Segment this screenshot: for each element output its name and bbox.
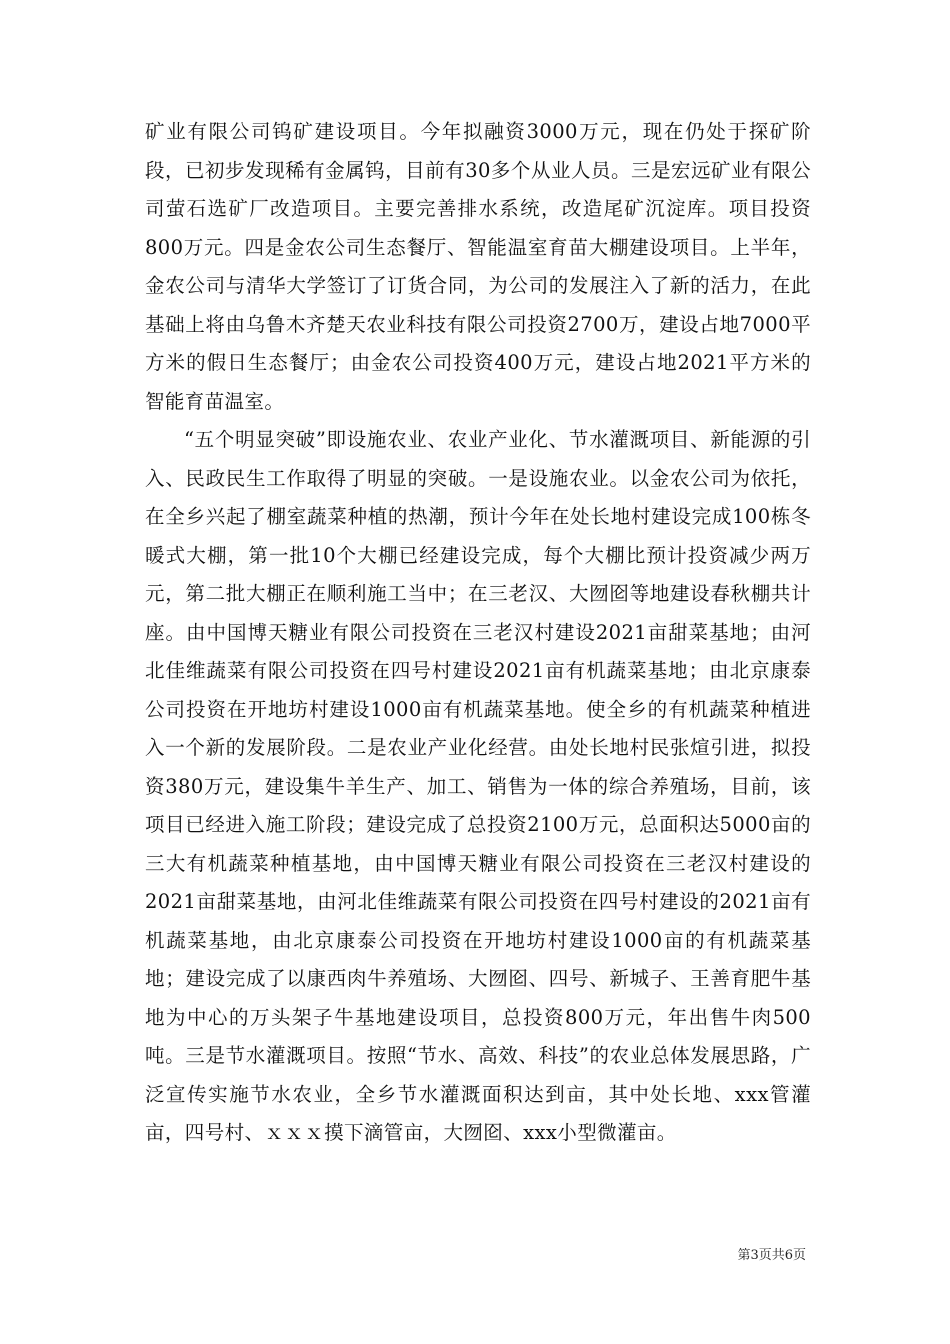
page-number: 第3页共6页: [737, 1248, 806, 1263]
paragraph-mining-projects: 矿业有限公司钨矿建设项目。今年拟融资3000万元，现在仍处于探矿阶段，已初步发现稀有金属钨，目前有30多个从业人员。三是宏远矿业有限公司萤石选矿厂改造项目。主要完善排水系统，改造尾矿沉淀库。项目投资800万元。四是金农公司生态餐厅、智能温室育苗大棚建设项目。上半年，金农公司与清华大学签订了订货合同，为公司的发展注入了新的活力，在此基础上将由乌鲁木齐楚天农业科技有限公司投资2700万，建设占地7000平方米的假日生态餐厅；由金农公司投资400万元，建设占地2021平方米的智能育苗温室。: [145, 120, 811, 413]
paragraph-five-breakthroughs: “五个明显突破”即设施农业、农业产业化、节水灌溉项目、新能源的引入、民政民生工作取得了明显的突破。一是设施农业。以金农公司为依托，在全乡兴起了棚室蔬菜种植的热潮，预计今年在处长地村建设完成100栋冬暖式大棚，第一批10个大棚已经建设完成，每个大棚比预计投资减少两万元，第二批大棚正在顺利施工当中；在三老汉、大囫囵等地建设春秋棚共计座。由中国博天糖业有限公司投资在三老汉村建设2021亩甜菜基地；由河北佳维蔬菜有限公司投资在四号村建设2021亩有机蔬菜基地；由北京康泰公司投资在开地坊村建设1000亩有机蔬菜基地。使全乡的有机蔬菜种植进入一个新的发展阶段。二是农业产业化经营。由处长地村民张煊引进，拟投资380万元，建设集牛羊生产、加工、销售为一体的综合养殖场，目前，该项目已经进入施工阶段；建设完成了总投资2100万元，总面积达5000亩的三大有机蔬菜种植基地，由中国博天糖业有限公司投资在三老汉村建设的2021亩甜菜基地，由河北佳维蔬菜有限公司投资在四号村建设的2021亩有机蔬菜基地，由北京康泰公司投资在开地坊村建设1000亩的有机蔬菜基地；建设完成了以康西肉牛养殖场、大囫囵、四号、新城子、王善育肥牛基地为中心的万头架子牛基地建设项目，总投资800万元，年出售牛肉500吨。三是节水灌溉项目。按照“节水、高效、科技”的农业总体发展思路，广泛宣传实施节水农业，全乡节水灌溉面积达到亩，其中处长地、xxx管灌亩，四号村、ｘｘｘ摸下滴管亩，大囫囵、xxx小型微灌亩。: [145, 428, 811, 1144]
document-body: [145, 113, 811, 1153]
